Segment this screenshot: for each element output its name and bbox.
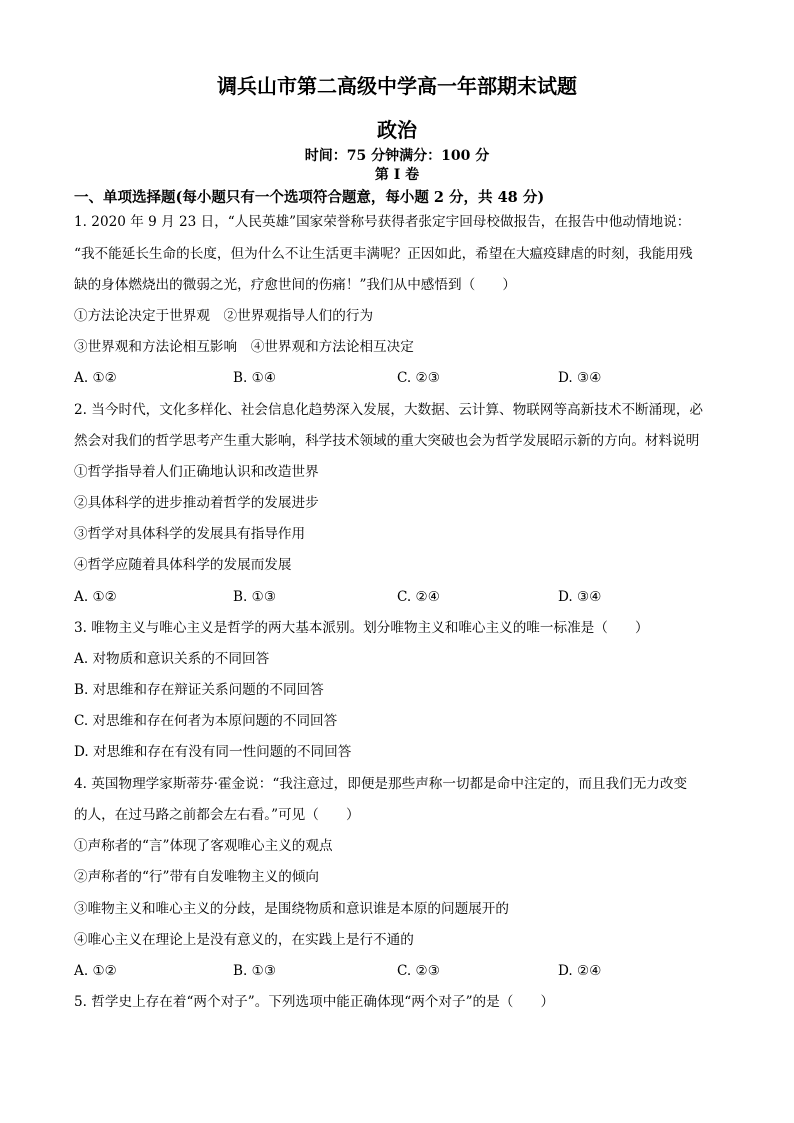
q1-stem-line2: “我不能延长生命的长度，但为什么不让生活更丰满呢？正因如此，希望在大瘟疫肆虐的时刻，我能用残 bbox=[74, 246, 693, 262]
q4-statement-2: ②声称者的“行”带有自发唯物主义的倾向 bbox=[74, 869, 319, 885]
q1-stem-line3: 缺的身体燃烧出的微弱之光，疗愈世间的伤痛！”我们从中感悟到（ ） bbox=[74, 277, 516, 293]
q2-stem-line1: 2. 当今时代，文化多样化、社会信息化趋势深入发展，大数据、云计算、物联网等高新技术不断涌现，必 bbox=[74, 402, 704, 418]
q1-stem-line1: 1. 2020 年 9 月 23 日，“人民英雄”国家荣誉称号获得者张定宇回母校做报告，在报告中他动情地说： bbox=[74, 214, 691, 230]
q2-option-d[interactable]: D. ③④ bbox=[558, 589, 602, 605]
q4-stem-line2: 的人，在过马路之前都会左右看。”可见（ ） bbox=[74, 807, 360, 823]
section-heading: 一、单项选择题(每小题只有一个选项符合题意，每小题 2 分，共 48 分) bbox=[74, 189, 545, 206]
q4-statement-1: ①声称者的“言”体现了客观唯心主义的观点 bbox=[74, 838, 333, 854]
q2-statement-4: ④哲学应随着具体科学的发展而发展 bbox=[74, 557, 292, 573]
exam-meta: 时间：75 分钟满分：100 分 bbox=[304, 148, 490, 164]
q5-stem: 5. 哲学史上存在着“两个对子”。下列选项中能正确体现“两个对子”的是（ ） bbox=[74, 994, 555, 1010]
q4-stem-line1: 4. 英国物理学家斯蒂芬·霍金说：“我注意过，即便是那些声称一切都是命中注定的，而且我们无力改变 bbox=[74, 776, 688, 792]
q4-statement-4: ④唯心主义在理论上是没有意义的，在实践上是行不通的 bbox=[74, 932, 414, 948]
q3-option-b[interactable]: B. 对思维和存在辩证关系问题的不同回答 bbox=[74, 682, 324, 698]
q2-option-c[interactable]: C. ②④ bbox=[397, 589, 440, 605]
q2-option-a[interactable]: A. ①② bbox=[74, 589, 117, 605]
q1-option-d[interactable]: D. ③④ bbox=[558, 370, 602, 386]
q4-option-b[interactable]: B. ①③ bbox=[233, 963, 277, 979]
q3-option-c[interactable]: C. 对思维和存在何者为本原问题的不同回答 bbox=[74, 713, 338, 729]
q2-statement-2: ②具体科学的进步推动着哲学的发展进步 bbox=[74, 495, 319, 511]
q4-option-c[interactable]: C. ②③ bbox=[397, 963, 440, 979]
subject-title: 政治 bbox=[377, 118, 417, 142]
volume-label: 第 I 卷 bbox=[374, 167, 420, 183]
q1-statements-2: ③世界观和方法论相互影响 ④世界观和方法论相互决定 bbox=[74, 339, 414, 355]
q2-option-b[interactable]: B. ①③ bbox=[233, 589, 277, 605]
q3-option-d[interactable]: D. 对思维和存在有没有同一性问题的不同回答 bbox=[74, 744, 352, 760]
q3-option-a[interactable]: A. 对物质和意识关系的不同回答 bbox=[74, 651, 270, 667]
q2-stem-line2: 然会对我们的哲学思考产生重大影响，科学技术领域的重大突破也会为哲学发展昭示新的方向。材料说明 bbox=[74, 433, 700, 449]
q2-statement-1: ①哲学指导着人们正确地认识和改造世界 bbox=[74, 464, 319, 480]
q4-option-a[interactable]: A. ①② bbox=[74, 963, 117, 979]
q3-stem: 3. 唯物主义与唯心主义是哲学的两大基本派别。划分唯物主义和唯心主义的唯一标准是（ ） bbox=[74, 620, 649, 636]
q1-option-b[interactable]: B. ①④ bbox=[233, 370, 277, 386]
q4-option-d[interactable]: D. ②④ bbox=[558, 963, 602, 979]
q1-option-c[interactable]: C. ②③ bbox=[397, 370, 440, 386]
q2-statement-3: ③哲学对具体科学的发展具有指导作用 bbox=[74, 526, 306, 542]
exam-title: 调兵山市第二高级中学高一年部期末试题 bbox=[217, 74, 577, 98]
q1-option-a[interactable]: A. ①② bbox=[74, 370, 117, 386]
q4-statement-3: ③唯物主义和唯心主义的分歧，是围绕物质和意识谁是本原的问题展开的 bbox=[74, 901, 509, 917]
q1-statements-1: ①方法论决定于世界观 ②世界观指导人们的行为 bbox=[74, 308, 374, 324]
